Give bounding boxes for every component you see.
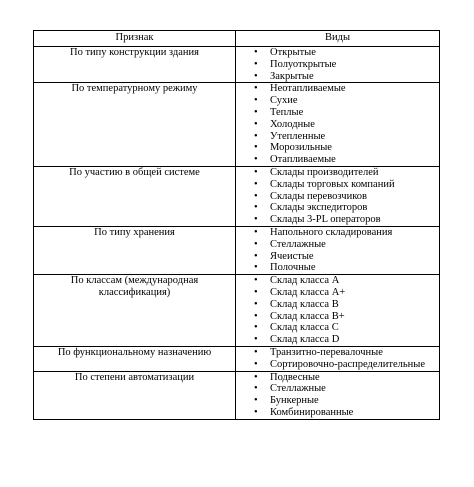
- list-item-label: Склад класса А+: [270, 286, 346, 298]
- list-item: [236, 372, 439, 384]
- list-item: [236, 395, 439, 407]
- list-item-label: Склады производителей: [270, 166, 379, 178]
- list-item-label: Склад класса В: [270, 298, 339, 310]
- kinds-list: [236, 47, 439, 82]
- bullet-icon: •: [254, 58, 258, 70]
- kinds-list: [236, 227, 439, 274]
- table-row: [34, 226, 440, 274]
- table-row: [34, 275, 440, 347]
- table-row: [34, 346, 440, 371]
- list-item: [236, 47, 439, 59]
- list-item: [236, 227, 439, 239]
- list-item-label: Морозильные: [270, 142, 332, 154]
- row-kinds: [236, 371, 440, 419]
- header-feature: Признак: [34, 31, 236, 47]
- list-item-label: Теплые: [270, 106, 304, 118]
- bullet-icon: •: [254, 395, 258, 407]
- bullet-icon: •: [254, 238, 258, 250]
- list-item-label: Склад класса D: [270, 334, 340, 346]
- bullet-icon: •: [254, 298, 258, 310]
- list-item-label: Склады экспедиторов: [270, 202, 368, 214]
- row-kinds: [236, 275, 440, 347]
- list-item: [236, 311, 439, 323]
- bullet-icon: •: [254, 190, 258, 202]
- list-item-label: Комбинированные: [270, 406, 354, 418]
- bullet-icon: •: [254, 47, 258, 58]
- table-row: [34, 166, 440, 226]
- bullet-icon: •: [254, 70, 258, 82]
- list-item: [236, 407, 439, 419]
- kinds-list: [236, 167, 439, 226]
- list-item: [236, 214, 439, 226]
- row-kinds: [236, 346, 440, 371]
- list-item-label: Склады торговых компаний: [270, 178, 395, 190]
- list-item: [236, 202, 439, 214]
- bullet-icon: •: [254, 106, 258, 118]
- list-item: [236, 334, 439, 346]
- list-item: [236, 131, 439, 143]
- row-kinds: [236, 83, 440, 167]
- list-item: [236, 95, 439, 107]
- list-item-label: Стеллажные: [270, 383, 326, 395]
- row-feature: По температурному режиму: [34, 83, 236, 167]
- list-item-label: Стеллажные: [270, 238, 326, 250]
- bullet-icon: •: [254, 383, 258, 395]
- list-item-label: Склад класса В+: [270, 310, 345, 322]
- list-item: [236, 347, 439, 359]
- bullet-icon: •: [254, 346, 258, 358]
- bullet-icon: •: [254, 275, 258, 287]
- list-item-label: Подвесные: [270, 371, 320, 383]
- list-item: [236, 71, 439, 83]
- bullet-icon: •: [254, 226, 258, 238]
- bullet-icon: •: [254, 371, 258, 383]
- list-item: [236, 359, 439, 371]
- row-feature: По участию в общей системе: [34, 166, 236, 226]
- bullet-icon: •: [254, 83, 258, 95]
- bullet-icon: •: [254, 262, 258, 274]
- list-item: [236, 287, 439, 299]
- row-kinds: [236, 47, 440, 83]
- row-feature: По типу хранения: [34, 226, 236, 274]
- list-item: [236, 179, 439, 191]
- list-item-label: Утепленные: [270, 130, 326, 142]
- bullet-icon: •: [254, 310, 258, 322]
- list-item-label: Бункерные: [270, 395, 319, 407]
- bullet-icon: •: [254, 142, 258, 154]
- list-item: [236, 275, 439, 287]
- bullet-icon: •: [254, 322, 258, 334]
- bullet-icon: •: [254, 166, 258, 178]
- bullet-icon: •: [254, 214, 258, 226]
- row-kinds: [236, 226, 440, 274]
- list-item-label: Открытые: [270, 47, 316, 58]
- table-row: [34, 47, 440, 83]
- list-item-label: Склады 3-PL операторов: [270, 214, 381, 226]
- list-item-label: Полочные: [270, 262, 316, 274]
- list-item-label: Холодные: [270, 118, 315, 130]
- list-item: [236, 107, 439, 119]
- list-item: [236, 83, 439, 95]
- list-item: [236, 119, 439, 131]
- kinds-list: [236, 275, 439, 346]
- warehouse-classification-table: [33, 30, 440, 420]
- table-header-row: [34, 31, 440, 47]
- row-feature: По типу конструкции здания: [34, 47, 236, 83]
- bullet-icon: •: [254, 334, 258, 346]
- list-item: [236, 167, 439, 179]
- kinds-list: [236, 372, 439, 419]
- row-kinds: [236, 166, 440, 226]
- list-item-label: Сухие: [270, 95, 298, 107]
- list-item: [236, 322, 439, 334]
- list-item: [236, 239, 439, 251]
- bullet-icon: •: [254, 178, 258, 190]
- bullet-icon: •: [254, 406, 258, 418]
- list-item: [236, 383, 439, 395]
- list-item: [236, 154, 439, 166]
- list-item-label: Напольного складирования: [270, 226, 393, 238]
- list-item-label: Отапливаемые: [270, 154, 336, 166]
- list-item-label: Склад класса С: [270, 322, 339, 334]
- table-row: [34, 371, 440, 419]
- bullet-icon: •: [254, 250, 258, 262]
- bullet-icon: •: [254, 154, 258, 166]
- list-item: [236, 59, 439, 71]
- kinds-list: [236, 347, 439, 371]
- row-feature: По функциональному назначению: [34, 346, 236, 371]
- list-item-label: Ячеистые: [270, 250, 314, 262]
- row-feature: По степени автоматизации: [34, 371, 236, 419]
- bullet-icon: •: [254, 286, 258, 298]
- list-item: [236, 251, 439, 263]
- list-item: [236, 142, 439, 154]
- row-feature: По классам (международная классификация): [34, 275, 236, 347]
- list-item-label: Неотапливаемые: [270, 83, 346, 95]
- list-item-label: Сортировочно-распределительные: [270, 358, 426, 370]
- list-item: [236, 299, 439, 311]
- list-item: [236, 191, 439, 203]
- list-item-label: Транзитно-перевалочные: [270, 346, 383, 358]
- bullet-icon: •: [254, 118, 258, 130]
- kinds-list: [236, 83, 439, 166]
- table-row: [34, 83, 440, 167]
- bullet-icon: •: [254, 130, 258, 142]
- list-item-label: Склад класса А: [270, 275, 340, 287]
- bullet-icon: •: [254, 358, 258, 370]
- bullet-icon: •: [254, 202, 258, 214]
- list-item-label: Полуоткрытые: [270, 58, 337, 70]
- list-item-label: Закрытые: [270, 70, 314, 82]
- header-kinds: Виды: [236, 31, 440, 47]
- bullet-icon: •: [254, 95, 258, 107]
- list-item-label: Склады перевозчиков: [270, 190, 367, 202]
- table-body: [34, 47, 440, 420]
- list-item: [236, 262, 439, 274]
